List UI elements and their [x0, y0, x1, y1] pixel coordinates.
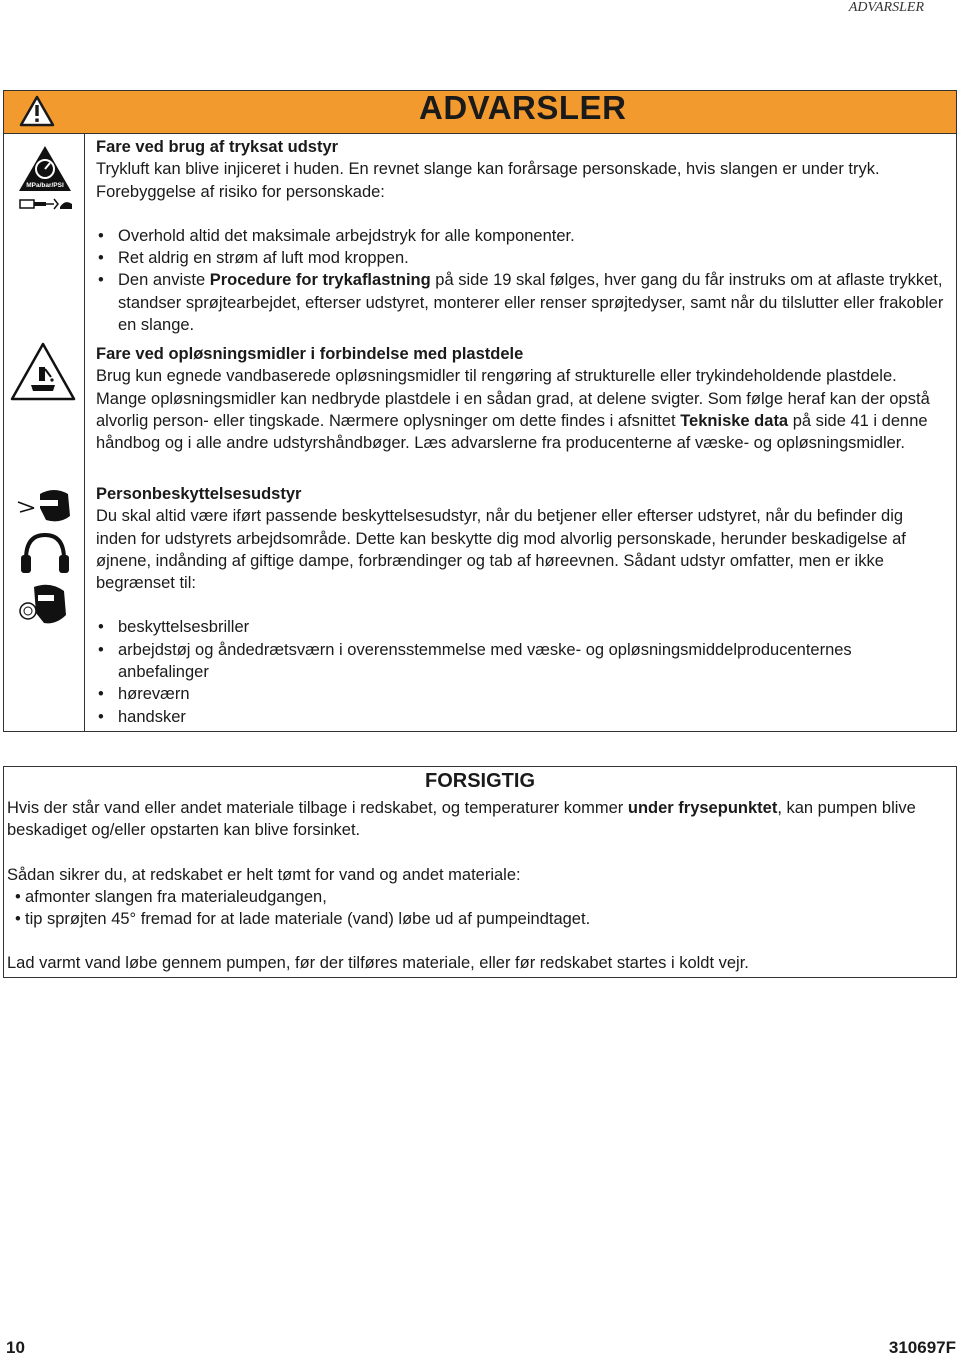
ppe-intro: Du skal altid være iført passende beskyttelsesudstyr, når du betjener eller efterser udstyret, når du befinder dig inden for udstyrets arbejdsområde. Dette kan beskytte dig mod alvorlig personskade, herunder beskadigelse af øjnene, indånding af giftige dampe, forbrændinger og tab af høreevnen. Sådant udstyr omfatter, men er ikke begrænset til:	[96, 507, 906, 593]
ear-protection-icon	[18, 531, 72, 575]
caution-list	[7, 886, 948, 931]
solvent-hazard-title: Fare ved opløsningsmidler i forbindelse med plastdele	[96, 345, 524, 363]
list-item: • beskyttelsesbriller	[96, 616, 946, 638]
procedure-reference: Procedure for trykaflastning	[209, 271, 431, 290]
caution-text-part: , kan pumpen blive beskadiget og/eller opstarten kan blive forsinket.	[7, 799, 916, 840]
list-item: • arbejdstøj og åndedrætsværn i overensstemmelse med væske- og opløsningsmiddelproducenternes anbefalinger	[96, 639, 946, 684]
caution-title: FORSIGTIG	[425, 770, 535, 792]
pressure-hazard-title: Fare ved brug af tryksat udstyr	[96, 138, 339, 156]
list-item: • Overhold altid det maksimale arbejdstryk for alle komponenter.	[96, 225, 946, 247]
warnings-title-bar	[4, 91, 956, 134]
warnings-title: ADVARSLER	[419, 89, 627, 126]
air-nozzle-icon	[18, 195, 74, 213]
freezing-emphasis: under frysepunktet	[627, 799, 778, 817]
solvent-hazard-section	[96, 343, 946, 454]
pressure-hazard-icon	[18, 145, 72, 193]
bullet-text: Den anviste	[118, 271, 210, 290]
solvent-hazard-icon	[9, 341, 77, 403]
list-item: • tip sprøjten 45° fremad for at lade materiale (vand) løbe ud af pumpeindtaget.	[7, 908, 948, 930]
solvent-hazard-text	[96, 365, 946, 454]
warning-triangle-icon	[19, 95, 55, 127]
list-item: • afmonter slangen fra materialeudgangen,	[7, 886, 948, 908]
icon-column-divider	[84, 133, 85, 731]
page-number: 10	[6, 1338, 25, 1357]
safety-goggles-icon	[16, 486, 74, 526]
ppe-title: Personbeskyttelsesudstyr	[96, 485, 302, 503]
bullet-text: på side 19 skal følges, hver gang du får instruks om at aflaste trykket, standser sprøjtearbejdet, efterser udstyret, monterer eller renser sprøjtedyser, samt når du tilslutter eller frakobler en slange.	[118, 271, 944, 335]
ppe-section	[96, 483, 946, 728]
pressure-hazard-intro: Trykluft kan blive injiceret i huden. En revnet slange kan forårsage personskade, hvis slangen er under tryk. Forebyggelse af risiko for personskade:	[96, 160, 880, 201]
warnings-box	[3, 90, 957, 732]
caution-paragraph	[7, 797, 948, 842]
list-item: • Ret aldrig en strøm af luft mod kroppen.	[96, 247, 946, 269]
caution-paragraph: Sådan sikrer du, at redskabet er helt tømt for vand og andet materiale:	[7, 865, 521, 884]
solvent-text-part: Brug kun egnede vandbaserede opløsningsmidler til rengøring af strukturelle eller trykindeholdende plastdele. Mange opløsningsmidler kan nedbryde plastdele i en sådan grad, at delene svigter. Som følge heraf kan der opstå alvorlig person- eller tingskade. Nærmere oplysninger om dette findes i afsnittet	[96, 367, 930, 430]
caution-text	[7, 797, 948, 975]
technical-data-reference: Tekniske data	[680, 411, 789, 430]
pressure-hazard-list	[96, 225, 946, 336]
pressure-hazard-section	[96, 136, 946, 336]
pressure-icon-label: MPa/bar/PSI	[26, 182, 64, 189]
list-item	[96, 269, 946, 336]
running-header: ADVARSLER	[848, 0, 924, 15]
caution-paragraph: Lad varmt vand løbe gennem pumpen, før der tilføres materiale, eller før redskabet startes i koldt vejr.	[7, 954, 749, 973]
caution-box	[3, 766, 957, 978]
list-item: • handsker	[96, 706, 946, 728]
solvent-text-part: på side 41 i denne håndbog og i alle andre udstyrshåndbøger. Læs advarslerne fra producenterne af væske- og opløsningsmidler.	[96, 411, 928, 453]
document-number: 310697F	[888, 1338, 956, 1357]
caution-text-part: Hvis der står vand eller andet materiale tilbage i redskabet, og temperaturer kommer	[7, 799, 628, 817]
respirator-icon	[16, 581, 70, 627]
ppe-list	[96, 616, 946, 727]
list-item: • høreværn	[96, 683, 946, 705]
